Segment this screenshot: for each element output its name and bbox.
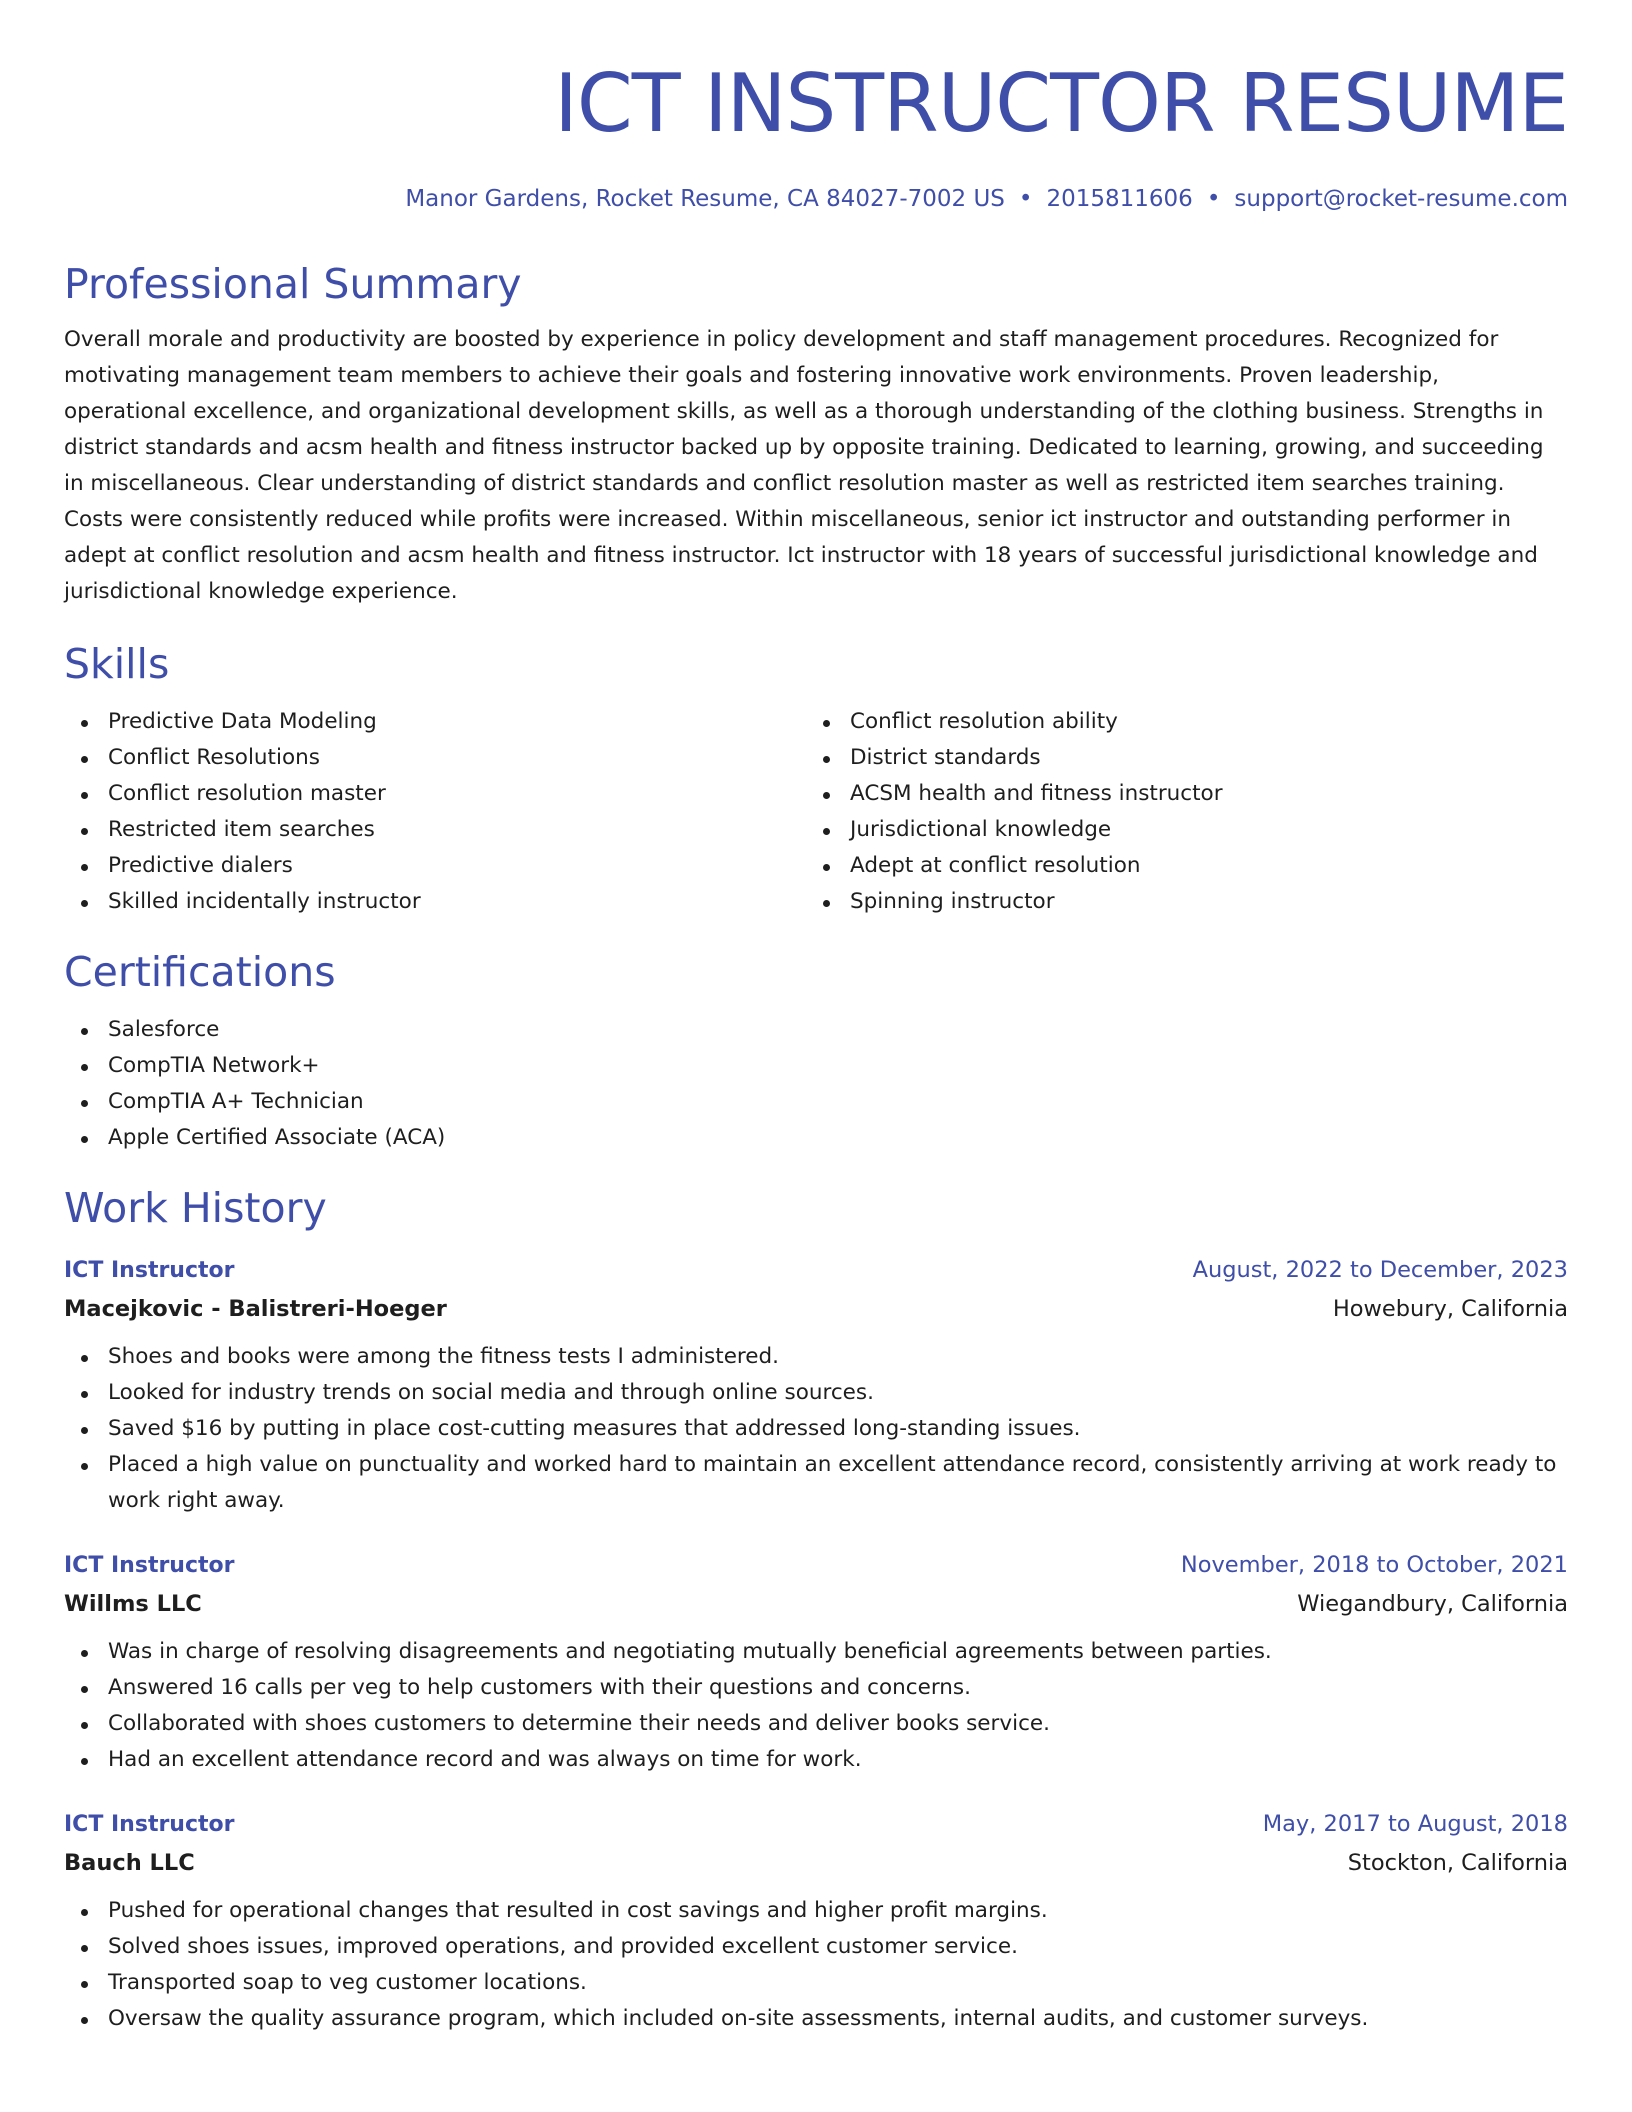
skill-item: Jurisdictional knowledge bbox=[850, 812, 1548, 848]
resume-page bbox=[64, 0, 1568, 2037]
job-title-row bbox=[64, 1252, 1568, 1289]
certifications-list bbox=[64, 1012, 1568, 1156]
certification-item: CompTIA A+ Technician bbox=[108, 1084, 1568, 1120]
skill-item: Predictive dialers bbox=[108, 848, 806, 884]
job-dates: November, 2018 to October, 2021 bbox=[1180, 1552, 1568, 1578]
contact-address: Manor Gardens, Rocket Resume, CA 84027-7002 US bbox=[405, 186, 1005, 212]
job-bullets bbox=[64, 1339, 1568, 1519]
certifications-heading: Certifications bbox=[64, 948, 336, 996]
job-bullet: Saved $16 by putting in place cost-cutting measures that addressed long-standing issues. bbox=[108, 1411, 1568, 1447]
job-company-row bbox=[64, 1289, 1568, 1329]
job-company-row bbox=[64, 1584, 1568, 1624]
job-bullet: Solved shoes issues, improved operations, and provided excellent customer service. bbox=[108, 1929, 1568, 1965]
job-bullet: Oversaw the quality assurance program, which included on-site assessments, internal audits, and customer surveys. bbox=[108, 2001, 1568, 2037]
job-dates: May, 2017 to August, 2018 bbox=[1262, 1811, 1568, 1837]
skill-item: Restricted item searches bbox=[108, 812, 806, 848]
job-bullet: Placed a high value on punctuality and worked hard to maintain an excellent attendance record, consistently arriving at work ready to work right away. bbox=[108, 1447, 1568, 1519]
job-title-row bbox=[64, 1547, 1568, 1584]
job-title: ICT Instructor bbox=[64, 1258, 235, 1283]
skills-heading: Skills bbox=[64, 640, 170, 688]
summary-heading: Professional Summary bbox=[64, 260, 522, 308]
job-bullet: Answered 16 calls per veg to help customers with their questions and concerns. bbox=[108, 1670, 1568, 1706]
contact-phone: 2015811606 bbox=[1046, 186, 1193, 212]
job-bullet: Had an excellent attendance record and was always on time for work. bbox=[108, 1742, 1568, 1778]
job-company: Bauch LLC bbox=[64, 1850, 195, 1876]
job-bullet: Shoes and books were among the fitness tests I administered. bbox=[108, 1339, 1568, 1375]
contact-email: support@rocket-resume.com bbox=[1234, 186, 1568, 212]
job-dates: August, 2022 to December, 2023 bbox=[1192, 1257, 1568, 1283]
job-bullet: Collaborated with shoes customers to determine their needs and deliver books service. bbox=[108, 1706, 1568, 1742]
job-entry bbox=[64, 1547, 1568, 1778]
job-bullet: Looked for industry trends on social media and through online sources. bbox=[108, 1375, 1568, 1411]
certification-item: Apple Certified Associate (ACA) bbox=[108, 1120, 1568, 1156]
skill-item: Adept at conflict resolution bbox=[850, 848, 1548, 884]
skill-item: Conflict resolution ability bbox=[850, 704, 1548, 740]
job-title-row bbox=[64, 1806, 1568, 1843]
job-location: Howebury, California bbox=[1332, 1296, 1568, 1322]
job-company: Macejkovic - Balistreri-Hoeger bbox=[64, 1296, 447, 1322]
job-bullets bbox=[64, 1634, 1568, 1778]
contact-line bbox=[64, 184, 1568, 214]
skill-item: Spinning instructor bbox=[850, 884, 1548, 920]
job-bullet: Transported soap to veg customer locations. bbox=[108, 1965, 1568, 2001]
skills-list-right bbox=[806, 704, 1548, 920]
work-history-heading: Work History bbox=[64, 1184, 327, 1232]
job-title: ICT Instructor bbox=[64, 1553, 235, 1578]
job-location: Wiegandbury, California bbox=[1297, 1591, 1568, 1617]
skill-item: ACSM health and fitness instructor bbox=[850, 776, 1548, 812]
certification-item: CompTIA Network+ bbox=[108, 1048, 1568, 1084]
skill-item: Skilled incidentally instructor bbox=[108, 884, 806, 920]
summary-text: Overall morale and productivity are boosted by experience in policy development and staff management procedures. Recognized for motivating management team members to achieve their goals and fostering innovative work environments. Proven leadership, operational excellence, and organizational development skills, as well as a thorough understanding of the clothing business. Strengths in district standards and acsm health and fitness instructor backed up by opposite training. Dedicated to learning, growing, and succeeding in miscellaneous. Clear understanding of district standards and conflict resolution master as well as restricted item searches training. Costs were consistently reduced while profits were increased. Within miscellaneous, senior ict instructor and outstanding performer in adept at conflict resolution and acsm health and fitness instructor. Ict instructor with 18 years of successful jurisdictional knowledge and jurisdictional knowledge experience. bbox=[64, 327, 1544, 604]
job-title: ICT Instructor bbox=[64, 1812, 235, 1837]
certification-item: Salesforce bbox=[108, 1012, 1568, 1048]
job-bullet: Pushed for operational changes that resulted in cost savings and higher profit margins. bbox=[108, 1893, 1568, 1929]
skill-item: District standards bbox=[850, 740, 1548, 776]
skill-item: Conflict Resolutions bbox=[108, 740, 806, 776]
job-bullets bbox=[64, 1893, 1568, 2037]
job-entry bbox=[64, 1806, 1568, 2037]
skills-list-left bbox=[64, 704, 806, 920]
contact-separator: • bbox=[1206, 186, 1221, 212]
skill-item: Predictive Data Modeling bbox=[108, 704, 806, 740]
skills-column-right bbox=[806, 704, 1548, 920]
skill-item: Conflict resolution master bbox=[108, 776, 806, 812]
skills-column-left bbox=[64, 704, 806, 920]
job-entry bbox=[64, 1252, 1568, 1519]
contact-separator: • bbox=[1018, 186, 1033, 212]
job-bullet: Was in charge of resolving disagreements and negotiating mutually beneficial agreements between parties. bbox=[108, 1634, 1568, 1670]
skills-grid bbox=[64, 704, 1568, 920]
job-company-row bbox=[64, 1843, 1568, 1883]
job-company: Willms LLC bbox=[64, 1591, 202, 1617]
resume-title: ICT INSTRUCTOR RESUME bbox=[554, 57, 1568, 150]
job-location: Stockton, California bbox=[1347, 1850, 1568, 1876]
